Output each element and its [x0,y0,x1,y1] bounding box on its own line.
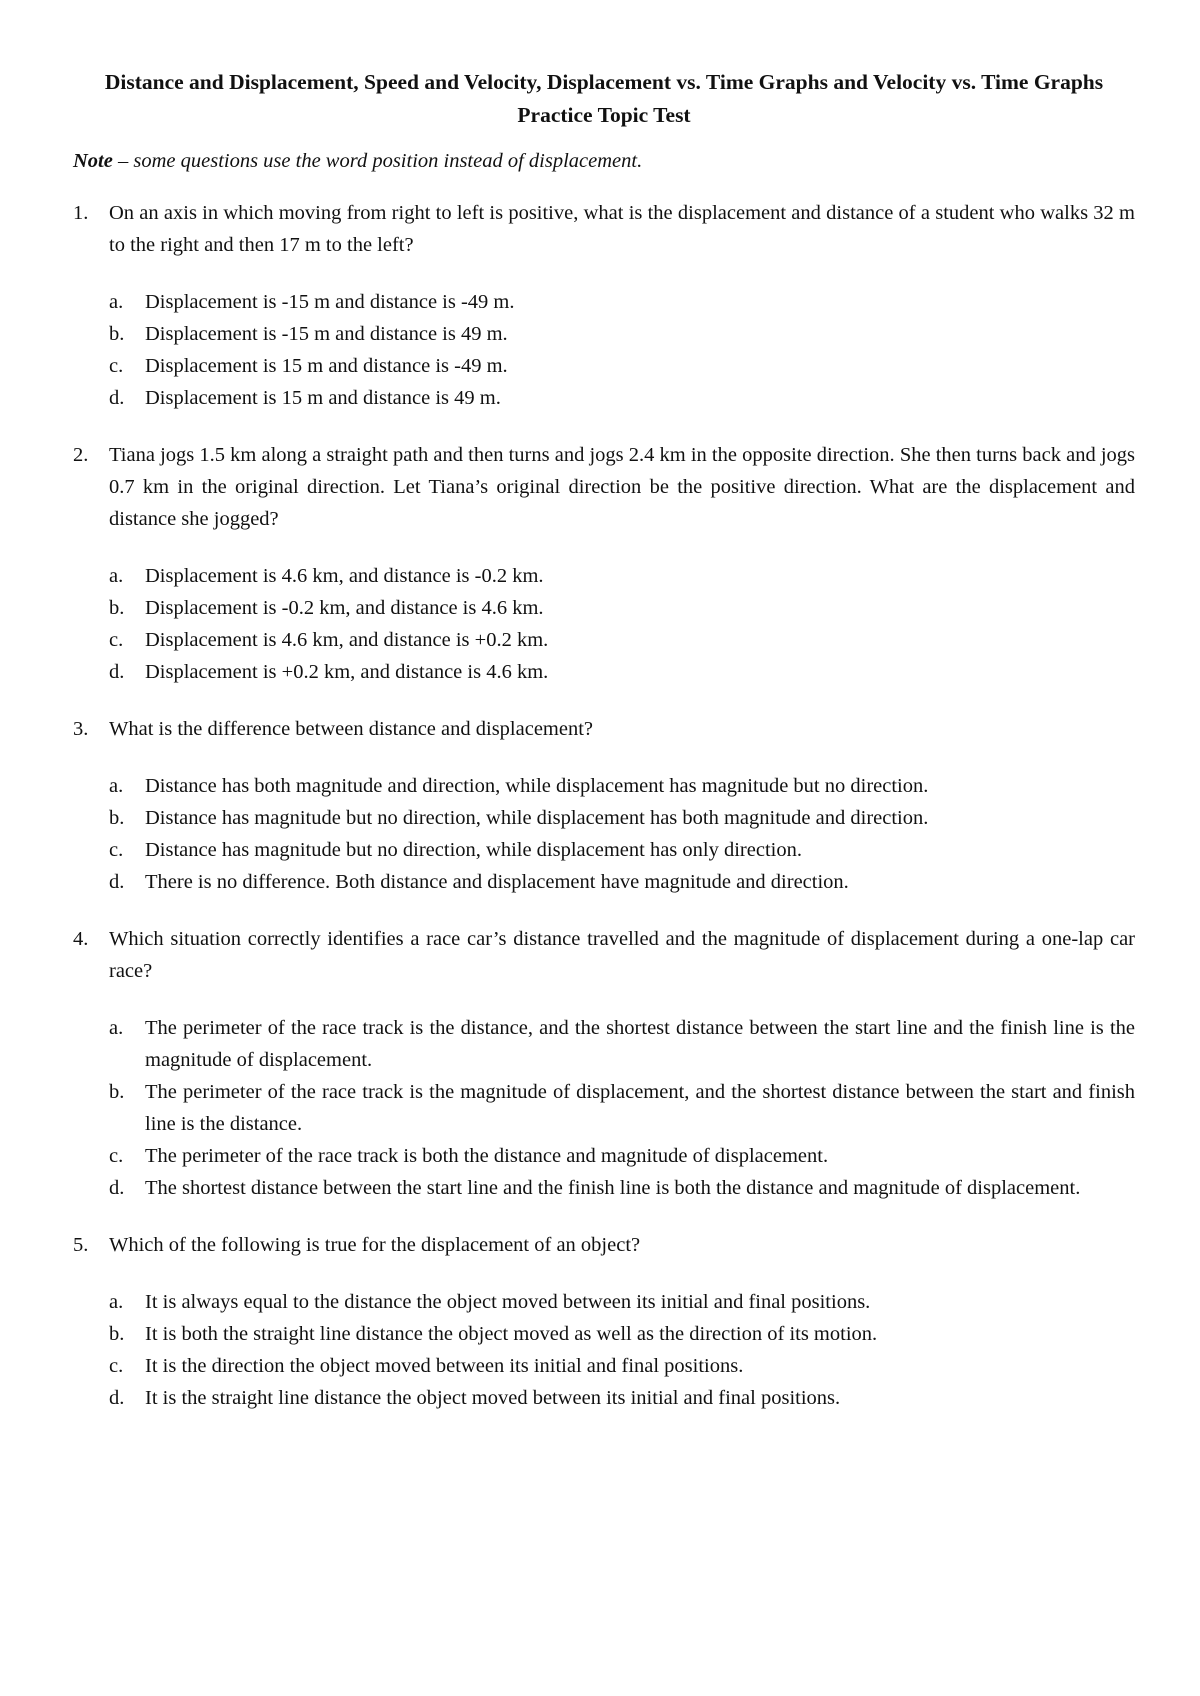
option-text: The perimeter of the race track is the distance, and the shortest distance between the start line and the finish line is the magnitude of displacement. [145,1017,1135,1071]
option-letter: c. [109,629,124,651]
option-letter: a. [109,565,124,587]
option-letter: c. [109,355,124,377]
option-letter: d. [109,387,125,409]
note [73,146,1135,176]
option-letter: c. [109,1145,124,1167]
option-text: It is the straight line distance the object moved between its initial and final positions. [145,1387,841,1409]
question-text: On an axis in which moving from right to left is positive, what is the displacement and distance of a student who walks 32 m to the right and then 17 m to the left? [109,202,1135,256]
answer-option [109,834,1135,866]
question-number: 2. [73,444,89,466]
note-text: – some questions use the word position instead of displacement. [112,150,643,172]
option-text: Displacement is 4.6 km, and distance is +0.2 km. [145,629,549,651]
option-text: Displacement is -15 m and distance is 49 m. [145,323,508,345]
answer-option [109,1172,1135,1204]
question-number: 5. [73,1234,89,1256]
option-text: Distance has both magnitude and direction, while displacement has magnitude but no direction. [145,775,929,797]
option-letter: d. [109,1177,125,1199]
answer-option [109,770,1135,802]
option-text: The perimeter of the race track is both the distance and magnitude of displacement. [145,1145,829,1167]
option-text: There is no difference. Both distance and displacement have magnitude and direction. [145,871,849,893]
answer-options [109,770,1135,898]
answer-options [109,286,1135,414]
option-letter: d. [109,1387,125,1409]
option-letter: d. [109,871,125,893]
option-text: It is both the straight line distance the object moved as well as the direction of its motion. [145,1323,878,1345]
question-number: 4. [73,928,89,950]
option-letter: a. [109,1017,124,1039]
answer-option [109,1286,1135,1318]
option-letter: d. [109,661,125,683]
option-letter: b. [109,1081,125,1103]
question-number: 1. [73,202,89,224]
option-letter: b. [109,1323,125,1345]
option-text: The shortest distance between the start line and the finish line is both the distance and magnitude of displacement. [145,1177,1081,1199]
answer-option [109,1076,1135,1140]
answer-option [109,1012,1135,1076]
answer-options [109,560,1135,688]
question-number: 3. [73,718,89,740]
option-letter: b. [109,807,125,829]
answer-option [109,286,1135,318]
option-text: Distance has magnitude but no direction, while displacement has only direction. [145,839,802,861]
question-list [73,197,1135,1414]
answer-option [109,560,1135,592]
option-text: Displacement is -0.2 km, and distance is 4.6 km. [145,597,544,619]
option-text: Distance has magnitude but no direction, while displacement has both magnitude and direction. [145,807,929,829]
answer-options [109,1012,1135,1204]
question-text: Tiana jogs 1.5 km along a straight path and then turns and jogs 2.4 km in the opposite direction. She then turns back and jogs 0.7 km in the original direction. Let Tiana’s original direction be the positive direction. What are the displacement and distance she jogged? [109,444,1135,530]
option-letter: c. [109,839,124,861]
document-page [73,66,1135,1439]
answer-option [109,318,1135,350]
answer-option [109,656,1135,688]
option-text: The perimeter of the race track is the magnitude of displacement, and the shortest distance between the start and finish line is the distance. [145,1081,1135,1135]
option-letter: c. [109,1355,124,1377]
answer-option [109,382,1135,414]
answer-option [109,592,1135,624]
question-text: What is the difference between distance and displacement? [109,718,594,740]
option-text: It is the direction the object moved between its initial and final positions. [145,1355,744,1377]
option-text: It is always equal to the distance the object moved between its initial and final positions. [145,1291,871,1313]
answer-option [109,1140,1135,1172]
question-text: Which of the following is true for the displacement of an object? [109,1234,641,1256]
option-text: Displacement is -15 m and distance is -49 m. [145,291,515,313]
option-letter: a. [109,291,124,313]
question-5 [73,1229,1135,1414]
option-letter: b. [109,323,125,345]
answer-option [109,866,1135,898]
answer-option [109,1350,1135,1382]
question-text: Which situation correctly identifies a race car’s distance travelled and the magnitude of displacement during a one-lap car race? [109,928,1135,982]
option-letter: a. [109,1291,124,1313]
option-letter: a. [109,775,124,797]
option-text: Displacement is 15 m and distance is -49 m. [145,355,508,377]
question-2 [73,439,1135,688]
answer-option [109,350,1135,382]
question-4 [73,923,1135,1204]
page-title: Distance and Displacement, Speed and Velocity, Displacement vs. Time Graphs and Velocity vs. Time Graphs Practice Topic Test [104,70,1104,127]
option-text: Displacement is +0.2 km, and distance is 4.6 km. [145,661,549,683]
answer-option [109,1382,1135,1414]
option-letter: b. [109,597,125,619]
question-3 [73,713,1135,898]
option-text: Displacement is 4.6 km, and distance is -0.2 km. [145,565,544,587]
answer-option [109,1318,1135,1350]
question-1 [73,197,1135,414]
note-label: Note [73,150,113,172]
answer-option [109,802,1135,834]
option-text: Displacement is 15 m and distance is 49 m. [145,387,501,409]
answer-option [109,624,1135,656]
answer-options [109,1286,1135,1414]
